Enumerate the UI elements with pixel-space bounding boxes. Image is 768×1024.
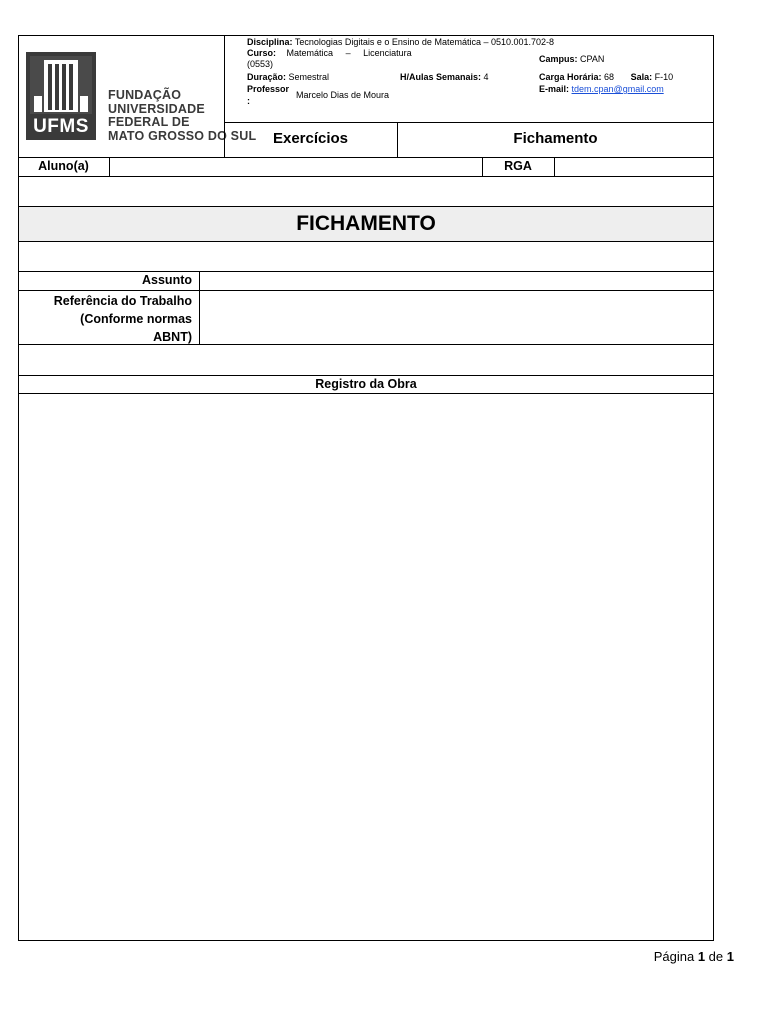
duracao-row	[247, 72, 329, 83]
university-line: MATO GROSSO DO SUL	[108, 128, 257, 143]
pagina-label: Página	[653, 949, 695, 964]
page-number	[600, 949, 734, 964]
referencia-label-line: Referência do Trabalho	[53, 294, 192, 308]
campus-value: CPAN	[580, 54, 605, 64]
duracao-value: Semestral	[288, 72, 330, 82]
title-bottom-line	[18, 241, 714, 242]
university-line: FEDERAL DE	[108, 115, 190, 129]
carga-value: 68	[604, 72, 615, 82]
sala-value: F-10	[654, 72, 674, 82]
sala-label: Sala:	[630, 72, 653, 82]
aluno-field[interactable]	[110, 158, 482, 176]
university-line: FUNDAÇÃO	[108, 88, 182, 102]
aulas-label: H/Aulas Semanais:	[400, 72, 482, 82]
page-total: 1	[726, 949, 734, 964]
university-line: UNIVERSIDADE	[108, 101, 205, 116]
ufms-emblem-text: UFMS	[33, 116, 89, 137]
duracao-label: Duração:	[247, 72, 287, 82]
page-title: FICHAMENTO	[296, 212, 436, 235]
assunto-label: Assunto	[142, 273, 192, 287]
registro-top-line	[18, 375, 714, 376]
disciplina-value: Tecnologias Digitais e o Ensino de Matemática – 0510.001.702-8	[294, 37, 555, 47]
professor-colon: :	[247, 96, 250, 106]
header-info-bottom	[224, 122, 714, 123]
registro-label: Registro da Obra	[315, 377, 417, 391]
carga-row	[539, 72, 673, 83]
rga-field[interactable]	[555, 158, 713, 176]
aulas-row	[400, 72, 489, 83]
campus-row	[539, 54, 604, 65]
aulas-value: 4	[483, 72, 489, 82]
curso-row	[247, 48, 412, 59]
curso-value: Matemática	[286, 48, 334, 58]
tab-fichamento[interactable]: Fichamento	[513, 130, 598, 147]
curso-value-2: Licenciatura	[363, 48, 412, 58]
aluno-label: Aluno(a)	[38, 159, 89, 173]
curso-dash: –	[345, 48, 351, 58]
carga-label: Carga Horária:	[539, 72, 602, 82]
page-current: 1	[697, 949, 706, 964]
assunto-field[interactable]	[200, 272, 713, 290]
referencia-label-line: (Conforme normas	[80, 312, 192, 326]
registro-field[interactable]	[19, 394, 713, 940]
curso-code: (0553)	[247, 59, 274, 69]
rga-label: RGA	[504, 159, 532, 173]
aluno-row-bottom	[18, 176, 714, 177]
email-link[interactable]: tdem.cpan@gmail.com	[571, 84, 664, 94]
email-row	[539, 84, 664, 95]
de-label: de	[708, 949, 724, 964]
professor-label: Professor	[247, 84, 290, 94]
disciplina-label: Disciplina:	[247, 37, 293, 47]
campus-label: Campus:	[539, 54, 578, 64]
curso-label: Curso:	[247, 48, 276, 58]
referencia-field[interactable]	[200, 291, 713, 344]
disciplina-row	[247, 37, 554, 48]
referencia-label-line: ABNT)	[153, 330, 192, 344]
tab-exercicios[interactable]: Exercícios	[272, 130, 349, 147]
referencia-label	[18, 292, 192, 346]
ufms-logo	[26, 52, 96, 140]
email-label: E-mail:	[539, 84, 570, 94]
professor-value: Marcelo Dias de Moura	[296, 90, 390, 100]
